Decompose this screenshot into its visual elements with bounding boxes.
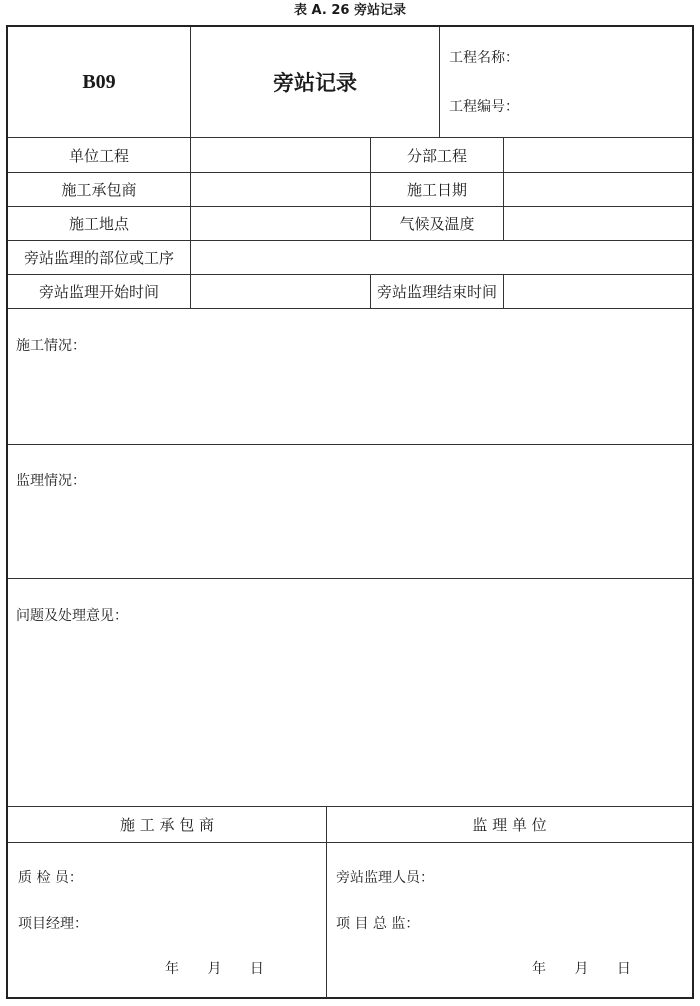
construction-status-label: 施工情况：	[16, 338, 86, 354]
unit-project-label: 单位工程	[68, 146, 129, 165]
construction-site-field[interactable]	[191, 206, 370, 240]
issues-area[interactable]	[10, 630, 690, 804]
divider	[8, 308, 692, 309]
start-time-label: 旁站监理开始时间	[38, 282, 159, 301]
construction-date-field[interactable]	[504, 172, 692, 206]
chief-supervisor-label: 项 目 总 监：	[336, 916, 420, 932]
project-name-label: 工程名称：	[449, 50, 519, 66]
divider	[8, 578, 692, 579]
end-time-label: 旁站监理结束时间	[376, 282, 497, 301]
contractor-field[interactable]	[191, 172, 370, 206]
sub-project-label: 分部工程	[406, 146, 467, 165]
divider	[8, 444, 692, 445]
construction-date-label: 施工日期	[406, 180, 467, 199]
contractor-date: 年 月 日	[165, 961, 264, 977]
project-manager-label: 项目经理：	[18, 916, 88, 932]
supervisor-date: 年 月 日	[532, 961, 631, 977]
project-name-field[interactable]	[520, 42, 685, 70]
page-title: 表 A. 26 旁站记录	[294, 3, 406, 18]
onsite-supervisor-label: 旁站监理人员：	[336, 870, 434, 886]
inspector-label: 质 检 员：	[18, 870, 83, 886]
sub-project-field[interactable]	[504, 138, 692, 172]
form-code: B09	[82, 70, 116, 93]
form-title: 旁站记录	[273, 70, 357, 95]
supervised-part-field[interactable]	[191, 240, 692, 274]
weather-temp-label: 气候及温度	[399, 214, 475, 233]
supervision-status-area[interactable]	[10, 494, 690, 576]
issues-label: 问题及处理意见：	[16, 608, 128, 624]
end-time-field[interactable]	[504, 274, 692, 308]
contractor-label: 施工承包商	[61, 180, 137, 199]
supervisor-header: 监 理 单 位	[472, 816, 547, 834]
divider	[439, 27, 440, 138]
project-number-label: 工程编号：	[449, 99, 519, 115]
start-time-field[interactable]	[191, 274, 370, 308]
unit-project-field[interactable]	[191, 138, 370, 172]
weather-temp-field[interactable]	[504, 206, 692, 240]
supervised-part-label: 旁站监理的部位或工序	[23, 248, 174, 267]
divider	[8, 842, 692, 843]
supervision-status-label: 监理情况：	[16, 473, 86, 489]
construction-site-label: 施工地点	[68, 214, 129, 233]
project-number-field[interactable]	[520, 91, 685, 119]
contractor-header: 施 工 承 包 商	[119, 816, 215, 834]
construction-status-area[interactable]	[10, 358, 690, 442]
